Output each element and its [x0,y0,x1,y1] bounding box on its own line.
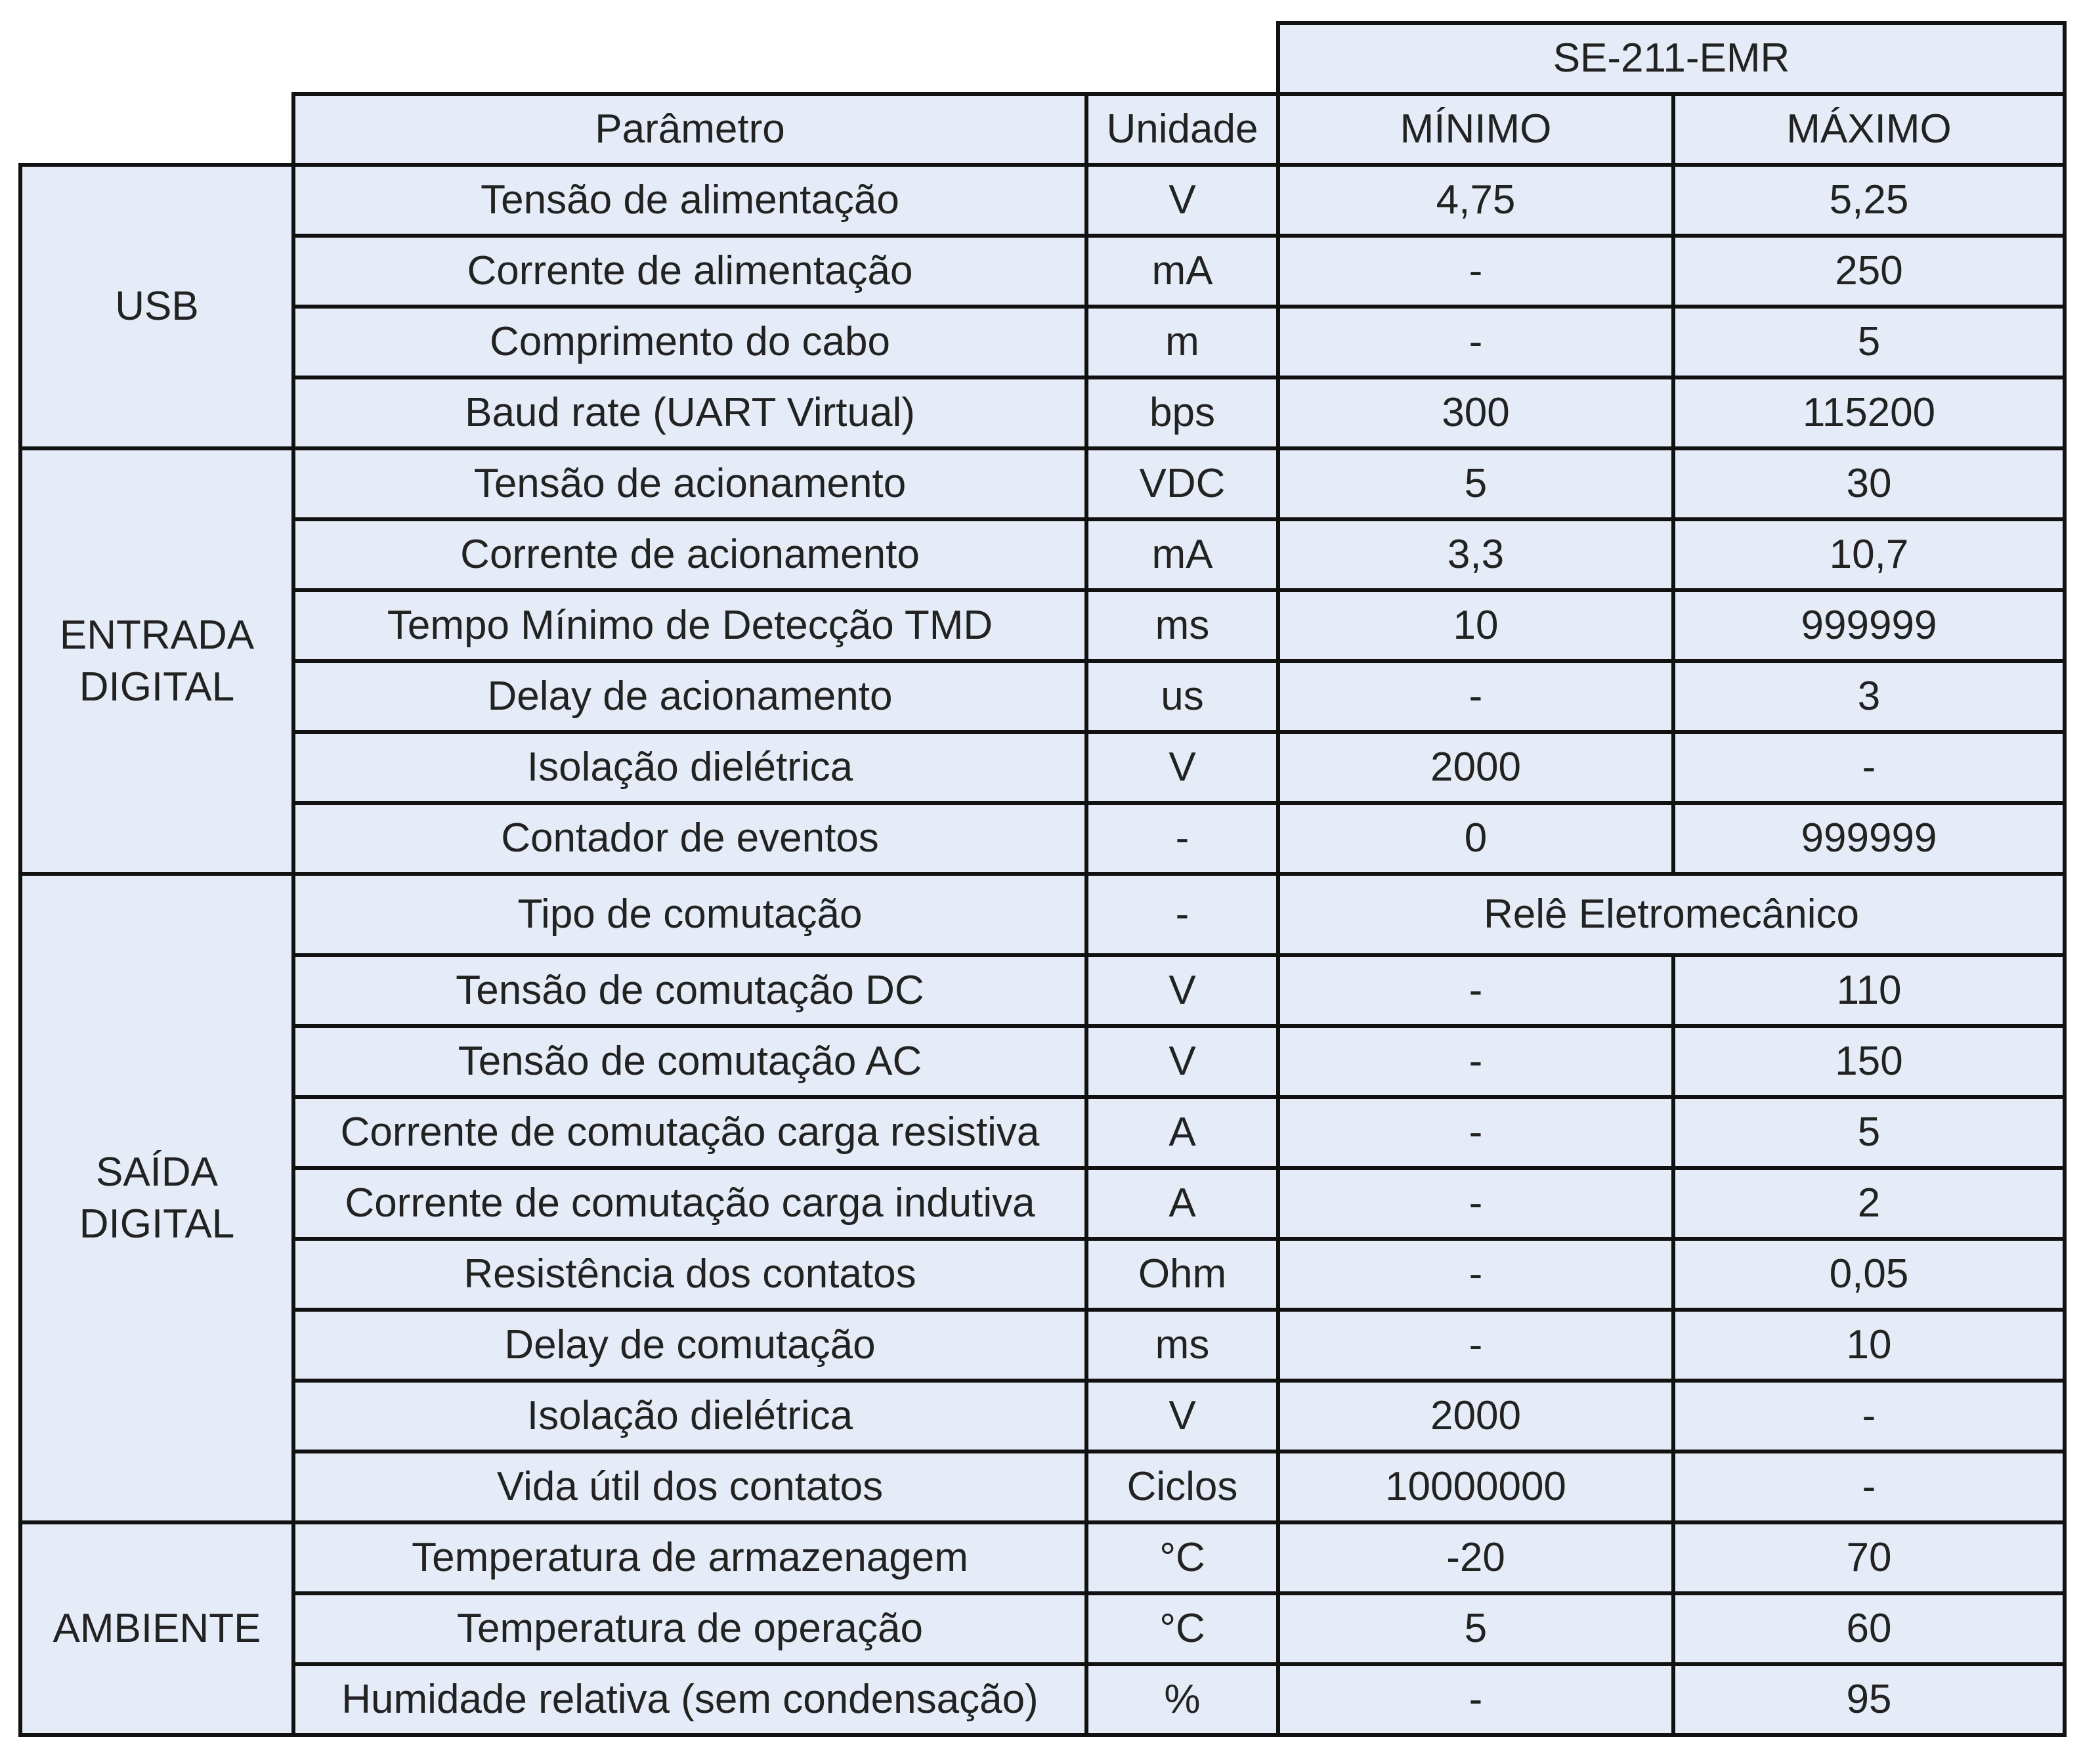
param-cell: Contador de eventos [291,801,1088,876]
unit-cell: A [1084,1166,1280,1241]
unit-cell: °C [1084,1520,1280,1595]
unit-cell: Ohm [1084,1237,1280,1312]
min-cell: - [1276,953,1675,1028]
min-cell: 300 [1276,376,1675,450]
max-cell: 999999 [1671,801,2067,876]
min-cell: 0 [1276,801,1675,876]
group-label: USB [18,163,295,450]
header-min: MÍNIMO [1276,92,1675,167]
max-cell: 95 [1671,1662,2067,1737]
min-cell: 5 [1276,446,1675,521]
unit-cell: ms [1084,1308,1280,1383]
max-cell: 115200 [1671,376,2067,450]
param-cell: Delay de comutação [291,1308,1088,1383]
max-cell: 10 [1671,1308,2067,1383]
param-cell: Baud rate (UART Virtual) [291,376,1088,450]
max-cell: 5 [1671,305,2067,379]
param-cell: Corrente de alimentação [291,234,1088,309]
max-cell: - [1671,1379,2067,1453]
max-cell: - [1671,1450,2067,1524]
max-cell: - [1671,730,2067,805]
min-cell: - [1276,1662,1675,1737]
header-max: MÁXIMO [1671,92,2067,167]
param-cell: Isolação dielétrica [291,1379,1088,1453]
min-cell: - [1276,305,1675,379]
unit-cell: V [1084,953,1280,1028]
max-cell: 5 [1671,1095,2067,1170]
unit-cell: V [1084,163,1280,238]
unit-cell: VDC [1084,446,1280,521]
param-cell: Tensão de comutação DC [291,953,1088,1028]
max-cell: 10,7 [1671,517,2067,592]
min-cell: - [1276,1166,1675,1241]
param-cell: Delay de acionamento [291,659,1088,734]
max-cell: 150 [1671,1024,2067,1099]
unit-cell: bps [1084,376,1280,450]
param-cell: Resistência dos contatos [291,1237,1088,1312]
min-cell: 5 [1276,1591,1675,1666]
param-cell: Tempo Mínimo de Detecção TMD [291,588,1088,663]
param-cell: Comprimento do cabo [291,305,1088,379]
param-cell: Tipo de comutação [291,872,1088,957]
min-cell: - [1276,1095,1675,1170]
unit-cell: - [1084,872,1280,957]
unit-cell: V [1084,730,1280,805]
param-cell: Tensão de alimentação [291,163,1088,238]
max-cell: 250 [1671,234,2067,309]
max-cell: 2 [1671,1166,2067,1241]
max-cell: 0,05 [1671,1237,2067,1312]
min-cell: 2000 [1276,730,1675,805]
param-cell: Temperatura de armazenagem [291,1520,1088,1595]
min-cell: - [1276,1237,1675,1312]
param-cell: Isolação dielétrica [291,730,1088,805]
unit-cell: - [1084,801,1280,876]
max-cell: 70 [1671,1520,2067,1595]
header-unit: Unidade [1084,92,1280,167]
unit-cell: m [1084,305,1280,379]
unit-cell: V [1084,1024,1280,1099]
max-cell: 30 [1671,446,2067,521]
param-cell: Tensão de comutação AC [291,1024,1088,1099]
min-cell: - [1276,1024,1675,1099]
model-header: SE-211-EMR [1276,21,2067,96]
max-cell: 999999 [1671,588,2067,663]
min-cell: - [1276,1308,1675,1383]
param-cell: Temperatura de operação [291,1591,1088,1666]
max-cell: 110 [1671,953,2067,1028]
max-cell: 60 [1671,1591,2067,1666]
unit-cell: ms [1084,588,1280,663]
param-cell: Tensão de acionamento [291,446,1088,521]
unit-cell: us [1084,659,1280,734]
min-cell: - [1276,659,1675,734]
group-label: ENTRADA DIGITAL [18,446,295,876]
unit-cell: Ciclos [1084,1450,1280,1524]
min-cell: 10 [1276,588,1675,663]
min-cell: - [1276,234,1675,309]
header-parameter: Parâmetro [291,92,1088,167]
unit-cell: A [1084,1095,1280,1170]
merged-value-cell: Relê Eletromecânico [1276,872,2067,957]
unit-cell: % [1084,1662,1280,1737]
min-cell: -20 [1276,1520,1675,1595]
max-cell: 3 [1671,659,2067,734]
param-cell: Corrente de comutação carga resistiva [291,1095,1088,1170]
group-label: SAÍDA DIGITAL [18,872,295,1524]
param-cell: Humidade relativa (sem condensação) [291,1662,1088,1737]
min-cell: 10000000 [1276,1450,1675,1524]
max-cell: 5,25 [1671,163,2067,238]
group-label: AMBIENTE [18,1520,295,1737]
min-cell: 2000 [1276,1379,1675,1453]
min-cell: 3,3 [1276,517,1675,592]
unit-cell: V [1084,1379,1280,1453]
min-cell: 4,75 [1276,163,1675,238]
unit-cell: °C [1084,1591,1280,1666]
unit-cell: mA [1084,234,1280,309]
param-cell: Corrente de acionamento [291,517,1088,592]
param-cell: Corrente de comutação carga indutiva [291,1166,1088,1241]
unit-cell: mA [1084,517,1280,592]
param-cell: Vida útil dos contatos [291,1450,1088,1524]
